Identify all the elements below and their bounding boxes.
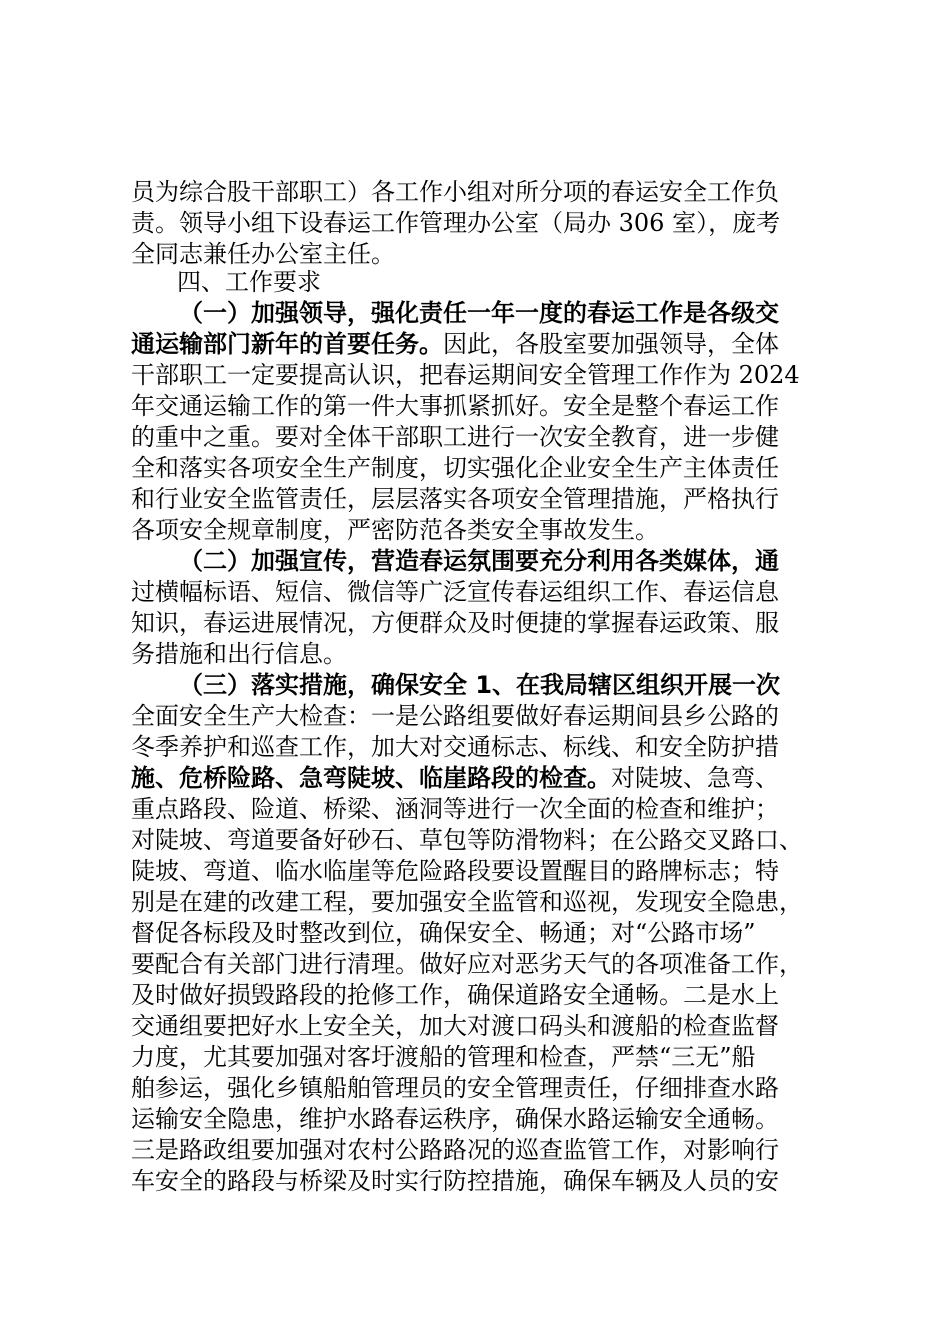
text-line: 责。领导小组下设春运工作管理办公室（局办 306 室），庞考: [131, 209, 781, 237]
text-line: 舶参运，强化乡镇船舶管理员的安全管理责任，仔细排查水路: [131, 1074, 779, 1102]
text-line: 全面安全生产大检查：一是公路组要做好春运期间县乡公路的: [131, 702, 779, 730]
subsection-heading: （一）加强领导，强化责任一年一度的春运工作是各级交: [179, 299, 779, 327]
text-line: 和行业安全监管责任，层层落实各项安全管理措施，严格执行: [131, 485, 779, 513]
subsection-heading-continued: 施、危桥险路、急弯陡坡、临崖路段的检查。: [131, 764, 611, 792]
text-line: [131, 329, 831, 359]
subsection-heading-continued: 通运输部门新年的首要任务。: [131, 330, 443, 358]
subsection-heading: （二）加强宣传，营造春运氛围要充分利用各类媒体，通: [179, 547, 779, 575]
text-line: 陡坡、弯道、临水临崖等危险路段要设置醒目的路牌标志；特: [131, 857, 779, 885]
text-line: 各项安全规章制度，严密防范各类安全事故发生。: [131, 516, 659, 544]
text-line: 的重中之重。要对全体干部职工进行一次安全教育，进一步健: [131, 423, 779, 451]
subsection-heading: （三）落实措施，确保安全 1、在我局辖区组织开展一次: [179, 671, 781, 699]
text-line: [131, 763, 831, 793]
text-line: 及时做好损毁路段的抢修工作，确保道路安全通畅。二是水上: [131, 981, 779, 1009]
text-line: 知识，春运进展情况，方便群众及时便捷的掌握春运政策、服: [131, 609, 779, 637]
text-span: 对陡坡、急弯、: [611, 764, 779, 792]
text-line: 车安全的路段与桥梁及时实行防控措施，确保车辆及人员的安: [131, 1167, 779, 1195]
text-line: 员为综合股干部职工）各工作小组对所分项的春运安全工作负: [131, 178, 779, 206]
text-line: 全同志兼任办公室主任。: [131, 240, 395, 268]
text-line: 对陡坡、弯道要备好砂石、草包等防滑物料；在公路交叉路口、: [131, 826, 803, 854]
text-line: 务措施和出行信息。: [131, 640, 347, 668]
text-line: 冬季养护和巡查工作，加大对交通标志、标线、和安全防护措: [131, 733, 779, 761]
text-line: 干部职工一定要提高认识，把春运期间安全管理工作作为 2024: [131, 361, 800, 389]
section-heading: 四、工作要求: [177, 268, 321, 296]
text-line: 别是在建的改建工程，要加强安全监管和巡视，发现安全隐患，: [131, 888, 803, 916]
text-line: 过横幅标语、短信、微信等广泛宣传春运组织工作、春运信息: [131, 578, 779, 606]
text-line: 全和落实各项安全生产制度，切实强化企业安全生产主体责任: [131, 454, 779, 482]
text-line: 运输安全隐患，维护水路春运秩序，确保水路运输安全通畅。: [131, 1105, 779, 1133]
text-line: 力度，尤其要加强对客圩渡船的管理和检查，严禁“三无”船: [131, 1043, 756, 1071]
text-line: 督促各标段及时整改到位，确保安全、畅通；对“公路市场”: [131, 919, 756, 947]
text-line: 年交通运输工作的第一件大事抓紧抓好。安全是整个春运工作: [131, 392, 779, 420]
text-line: 三是路政组要加强对农村公路路况的巡查监管工作，对影响行: [131, 1136, 779, 1164]
text-span: 因此，各股室要加强领导，全体: [443, 330, 779, 358]
text-line: 重点路段、险道、桥梁、涵洞等进行一次全面的检查和维护；: [131, 795, 779, 823]
text-line: 交通组要把好水上安全关，加大对渡口码头和渡船的检查监督: [131, 1012, 779, 1040]
text-line: 要配合有关部门进行清理。做好应对恶劣天气的各项准备工作，: [131, 950, 803, 978]
